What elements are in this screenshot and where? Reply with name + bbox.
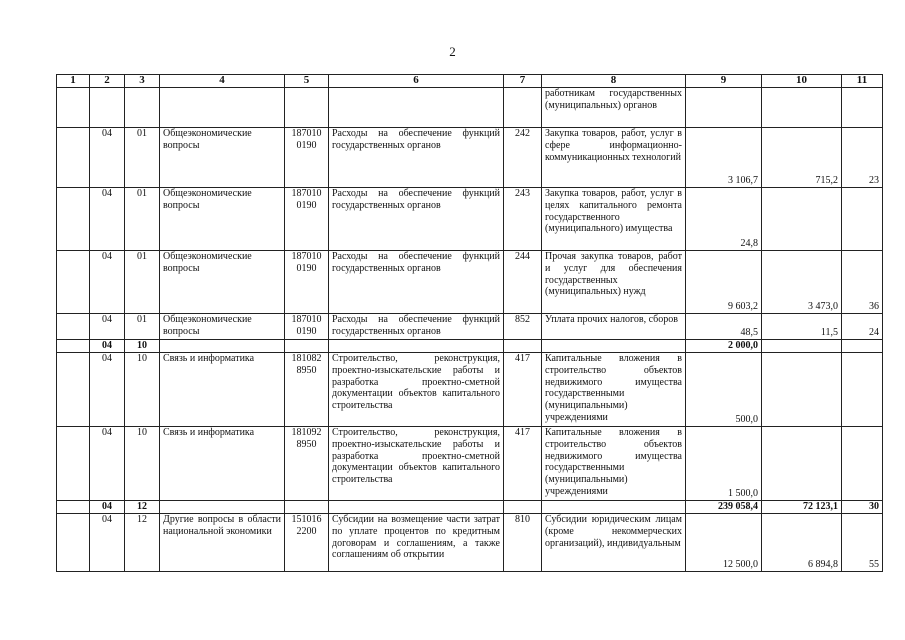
cell-expense-type-name [542, 340, 686, 353]
cell-target-code: 181082 8950 [285, 353, 329, 427]
cell-plan: 9 603,2 [686, 251, 762, 314]
cell-expense-type-code: 417 [504, 353, 542, 427]
cell-target-name [329, 340, 504, 353]
cell-expense-type-code: 243 [504, 188, 542, 251]
cell-subsection: 01 [125, 128, 160, 188]
cell-expense-type-name: Прочая закупка товаров, работ и услуг для обеспечения государственных (муниципальных) нужд [542, 251, 686, 314]
col-header: 6 [329, 75, 504, 88]
cell-percent: 23 [842, 128, 883, 188]
cell-subsection: 10 [125, 427, 160, 501]
table-row [57, 88, 883, 128]
cell-name: Другие вопросы в области национальной экономики [160, 514, 285, 572]
cell-expense-type-code [504, 88, 542, 128]
cell-plan: 2 000,0 [686, 340, 762, 353]
cell-subsection [125, 88, 160, 128]
cell-executed: 11,5 [762, 314, 842, 340]
cell-name [160, 88, 285, 128]
table-row [57, 501, 883, 514]
cell-subsection: 01 [125, 188, 160, 251]
cell-percent: 36 [842, 251, 883, 314]
cell-expense-type-code: 417 [504, 427, 542, 501]
cell-target-code: 187010 0190 [285, 251, 329, 314]
cell-subsection: 01 [125, 314, 160, 340]
budget-table [56, 74, 883, 572]
cell-executed [762, 427, 842, 501]
table-row [57, 251, 883, 314]
cell-executed: 72 123,1 [762, 501, 842, 514]
table-row [57, 353, 883, 427]
cell-expense-type-code: 244 [504, 251, 542, 314]
cell-expense-type-code [504, 340, 542, 353]
col-header: 3 [125, 75, 160, 88]
col-header: 4 [160, 75, 285, 88]
cell-target-code: 187010 0190 [285, 128, 329, 188]
cell-percent: 30 [842, 501, 883, 514]
col-header: 11 [842, 75, 883, 88]
cell-target-name: Строительство, реконструкция, проектно-изыскательские работы и разработка проектно-сметной документации объектов капитального строительства [329, 353, 504, 427]
cell-col1 [57, 251, 90, 314]
cell-plan: 1 500,0 [686, 427, 762, 501]
cell-plan: 48,5 [686, 314, 762, 340]
cell-executed [762, 88, 842, 128]
cell-executed [762, 340, 842, 353]
cell-name [160, 501, 285, 514]
cell-target-name: Субсидии на возмещение части затрат по уплате процентов по кредитным договорам и соглашениям, а также соглашениям об открытии [329, 514, 504, 572]
cell-target-name [329, 88, 504, 128]
cell-target-name: Строительство, реконструкция, проектно-изыскательские работы и разработка проектно-сметной документации объектов капитального строительства [329, 427, 504, 501]
cell-subsection: 12 [125, 501, 160, 514]
cell-executed [762, 353, 842, 427]
cell-name: Связь и информатика [160, 427, 285, 501]
cell-col1 [57, 340, 90, 353]
cell-target-code [285, 340, 329, 353]
cell-section: 04 [90, 353, 125, 427]
cell-expense-type-name: Капитальные вложения в строительство объектов недвижимого имущества государственными (муниципальными) учреждениями [542, 427, 686, 501]
cell-col1 [57, 427, 90, 501]
cell-target-name: Расходы на обеспечение функций государственных органов [329, 314, 504, 340]
cell-col1 [57, 314, 90, 340]
cell-target-name: Расходы на обеспечение функций государственных органов [329, 251, 504, 314]
cell-subsection: 01 [125, 251, 160, 314]
col-header: 8 [542, 75, 686, 88]
cell-name: Общеэкономические вопросы [160, 251, 285, 314]
cell-section: 04 [90, 501, 125, 514]
cell-name: Общеэкономические вопросы [160, 314, 285, 340]
cell-percent [842, 427, 883, 501]
table-row [57, 188, 883, 251]
cell-expense-type-name: Субсидии юридическим лицам (кроме некоммерческих организаций), индивидуальным [542, 514, 686, 572]
cell-name: Общеэкономические вопросы [160, 128, 285, 188]
cell-executed [762, 188, 842, 251]
table-row [57, 427, 883, 501]
cell-percent [842, 340, 883, 353]
cell-expense-type-name: Закупка товаров, работ, услуг в целях капитального ремонта государственного (муниципального) имущества [542, 188, 686, 251]
cell-subsection: 12 [125, 514, 160, 572]
cell-section: 04 [90, 340, 125, 353]
col-header: 9 [686, 75, 762, 88]
cell-expense-type-name: Капитальные вложения в строительство объектов недвижимого имущества государственными (муниципальными) учреждениями [542, 353, 686, 427]
cell-col1 [57, 188, 90, 251]
cell-plan: 239 058,4 [686, 501, 762, 514]
cell-expense-type-code: 852 [504, 314, 542, 340]
cell-percent [842, 353, 883, 427]
table-row [57, 128, 883, 188]
cell-executed: 6 894,8 [762, 514, 842, 572]
cell-percent: 55 [842, 514, 883, 572]
col-header: 2 [90, 75, 125, 88]
cell-section: 04 [90, 251, 125, 314]
cell-section [90, 88, 125, 128]
cell-col1 [57, 514, 90, 572]
cell-target-name [329, 501, 504, 514]
cell-section: 04 [90, 128, 125, 188]
cell-executed: 3 473,0 [762, 251, 842, 314]
cell-plan: 500,0 [686, 353, 762, 427]
cell-expense-type-code [504, 501, 542, 514]
cell-name: Общеэкономические вопросы [160, 188, 285, 251]
col-header: 1 [57, 75, 90, 88]
cell-name: Связь и информатика [160, 353, 285, 427]
cell-expense-type-name: Уплата прочих налогов, сборов [542, 314, 686, 340]
cell-section: 04 [90, 188, 125, 251]
cell-section: 04 [90, 314, 125, 340]
cell-expense-type-code: 810 [504, 514, 542, 572]
cell-col1 [57, 88, 90, 128]
table-row [57, 314, 883, 340]
cell-expense-type-name: Закупка товаров, работ, услуг в сфере информационно-коммуникационных технологий [542, 128, 686, 188]
cell-percent [842, 188, 883, 251]
table-row [57, 514, 883, 572]
header-row [57, 75, 883, 88]
cell-target-code [285, 501, 329, 514]
cell-expense-type-name [542, 501, 686, 514]
cell-target-name: Расходы на обеспечение функций государственных органов [329, 188, 504, 251]
table-row [57, 340, 883, 353]
cell-name [160, 340, 285, 353]
cell-col1 [57, 501, 90, 514]
cell-plan: 12 500,0 [686, 514, 762, 572]
cell-target-code: 181092 8950 [285, 427, 329, 501]
cell-target-code: 187010 0190 [285, 188, 329, 251]
cell-col1 [57, 353, 90, 427]
cell-expense-type-code: 242 [504, 128, 542, 188]
page-number: 2 [449, 44, 456, 59]
col-header: 7 [504, 75, 542, 88]
cell-plan: 24,8 [686, 188, 762, 251]
cell-subsection: 10 [125, 340, 160, 353]
cell-executed: 715,2 [762, 128, 842, 188]
cell-section: 04 [90, 427, 125, 501]
cell-target-code [285, 88, 329, 128]
cell-percent [842, 88, 883, 128]
cell-target-name: Расходы на обеспечение функций государственных органов [329, 128, 504, 188]
cell-plan: 3 106,7 [686, 128, 762, 188]
cell-expense-type-name: работникам государственных (муниципальных) органов [542, 88, 686, 128]
cell-target-code: 151016 2200 [285, 514, 329, 572]
col-header: 5 [285, 75, 329, 88]
cell-percent: 24 [842, 314, 883, 340]
cell-plan [686, 88, 762, 128]
col-header: 10 [762, 75, 842, 88]
cell-subsection: 10 [125, 353, 160, 427]
cell-section: 04 [90, 514, 125, 572]
cell-col1 [57, 128, 90, 188]
cell-target-code: 187010 0190 [285, 314, 329, 340]
